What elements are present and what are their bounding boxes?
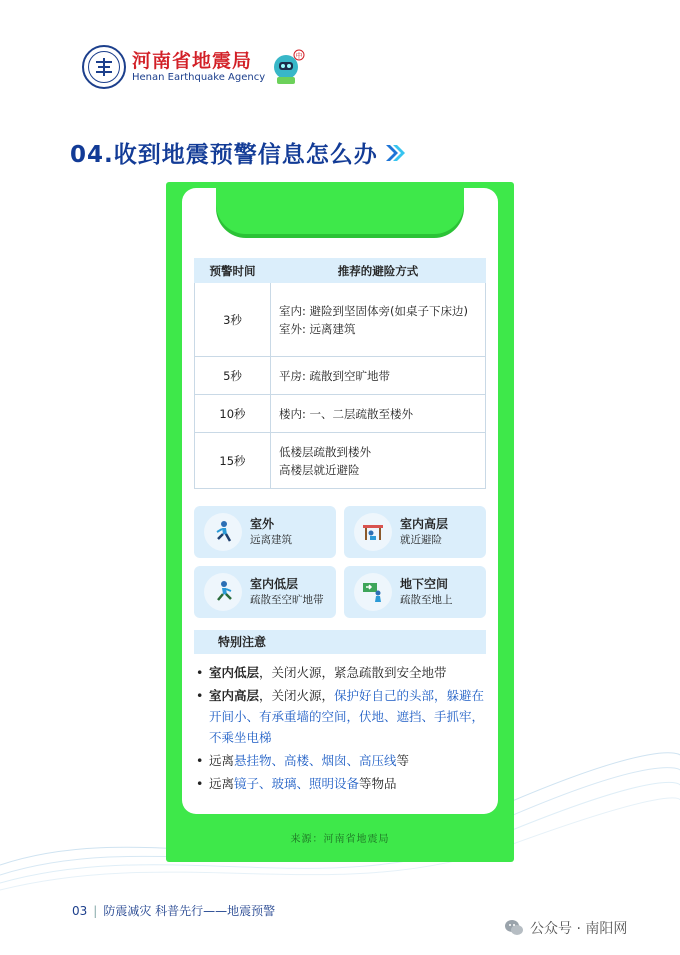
scene-title: 室内低层 bbox=[250, 577, 299, 591]
scene-subtitle: 远离建筑 bbox=[250, 534, 292, 546]
warning-table bbox=[194, 258, 486, 489]
agency-name-en: Henan Earthquake Agency bbox=[132, 72, 266, 83]
page-number: 03 bbox=[72, 904, 88, 918]
table-row bbox=[195, 357, 486, 395]
row-method bbox=[271, 283, 486, 357]
header-method: 推荐的避险方式 bbox=[271, 259, 486, 283]
list-item bbox=[196, 662, 490, 683]
note-bold: 室内高层 bbox=[209, 688, 260, 703]
scene-subtitle: 就近避险 bbox=[400, 534, 442, 546]
seal-icon bbox=[82, 45, 126, 89]
info-card bbox=[166, 182, 514, 862]
list-item bbox=[196, 750, 490, 771]
page-footer bbox=[72, 902, 275, 919]
double-chevron-icon bbox=[384, 143, 406, 163]
wechat-icon bbox=[504, 919, 524, 937]
wechat-label: 公众号 · 南阳网 bbox=[530, 921, 628, 937]
notice-heading: 特别注意 bbox=[194, 630, 486, 654]
scene-subtitle: 疏散至地上 bbox=[400, 594, 453, 606]
agency-brand bbox=[132, 50, 265, 84]
row-time: 3秒 bbox=[195, 283, 271, 357]
note-text: ，关闭火源， bbox=[259, 688, 335, 703]
note-text: ，关闭火源，紧急疏散到安全地带 bbox=[259, 665, 447, 680]
agency-name-cn: 河南省地震局 bbox=[132, 50, 253, 72]
row-method-line: 室内: 避险到坚固体旁(如桌子下床边) bbox=[279, 303, 469, 318]
info-panel bbox=[182, 188, 498, 814]
row-method bbox=[271, 433, 486, 489]
table-row bbox=[195, 283, 486, 357]
list-item bbox=[196, 773, 490, 794]
scene-title: 地下空间 bbox=[400, 577, 449, 591]
notice-list bbox=[196, 662, 490, 796]
person-running-icon bbox=[204, 573, 242, 611]
row-method-line: 楼内: 一、二层疏散至楼外 bbox=[279, 406, 414, 421]
note-text: 远离 bbox=[209, 776, 235, 791]
table-row bbox=[195, 433, 486, 489]
scene-card-outdoor bbox=[194, 506, 336, 558]
row-method-line: 室外: 远离建筑 bbox=[279, 321, 356, 336]
page-title: 04.收到地震预警信息怎么办 bbox=[70, 142, 378, 168]
note-highlight: 镜子、玻璃、照明设备 bbox=[234, 776, 360, 791]
footer-divider: | bbox=[93, 904, 98, 918]
person-running-icon bbox=[204, 513, 242, 551]
row-time: 15秒 bbox=[195, 433, 271, 489]
table-header-row bbox=[195, 259, 486, 283]
person-exit-icon bbox=[354, 573, 392, 611]
scene-title: 室内高层 bbox=[400, 517, 449, 531]
table-row bbox=[195, 395, 486, 433]
section-title bbox=[70, 136, 406, 169]
mascot-badge: 中 bbox=[295, 52, 303, 60]
row-method-line: 高楼层就近避险 bbox=[279, 462, 360, 477]
note-highlight: 保护好自己的头部，躲避在开间小、有承重墙的空间，伏地、遮挡、手抓牢，不乘坐电梯 bbox=[209, 688, 485, 745]
scene-title: 室外 bbox=[250, 517, 275, 531]
row-method-line: 低楼层疏散到楼外 bbox=[279, 444, 371, 459]
row-method-line: 平房: 疏散到空旷地带 bbox=[279, 368, 391, 383]
card-tab bbox=[216, 188, 464, 234]
note-text: 远离 bbox=[209, 753, 235, 768]
person-crouching-icon bbox=[354, 513, 392, 551]
note-text: 等 bbox=[396, 753, 410, 768]
scene-card-underground bbox=[344, 566, 486, 618]
wechat-watermark bbox=[504, 918, 627, 938]
note-highlight: 悬挂物、高楼、烟囱、高压线 bbox=[234, 753, 397, 768]
row-time: 10秒 bbox=[195, 395, 271, 433]
scene-card-indoor-low bbox=[194, 566, 336, 618]
footer-text: 防震减灾 科普先行——地震预警 bbox=[103, 904, 276, 918]
note-bold: 室内低层 bbox=[209, 665, 260, 680]
row-method bbox=[271, 395, 486, 433]
scene-card-indoor-high bbox=[344, 506, 486, 558]
row-time: 5秒 bbox=[195, 357, 271, 395]
agency-header bbox=[82, 42, 305, 92]
note-text: 等物品 bbox=[359, 776, 397, 791]
row-method bbox=[271, 357, 486, 395]
scene-grid bbox=[194, 506, 486, 618]
source-label: 来源：河南省地震局 bbox=[290, 834, 390, 845]
list-item bbox=[196, 685, 490, 748]
mascot-icon bbox=[271, 47, 305, 87]
header-time: 预警时间 bbox=[195, 259, 271, 283]
scene-subtitle: 疏散至空旷地带 bbox=[250, 594, 324, 606]
